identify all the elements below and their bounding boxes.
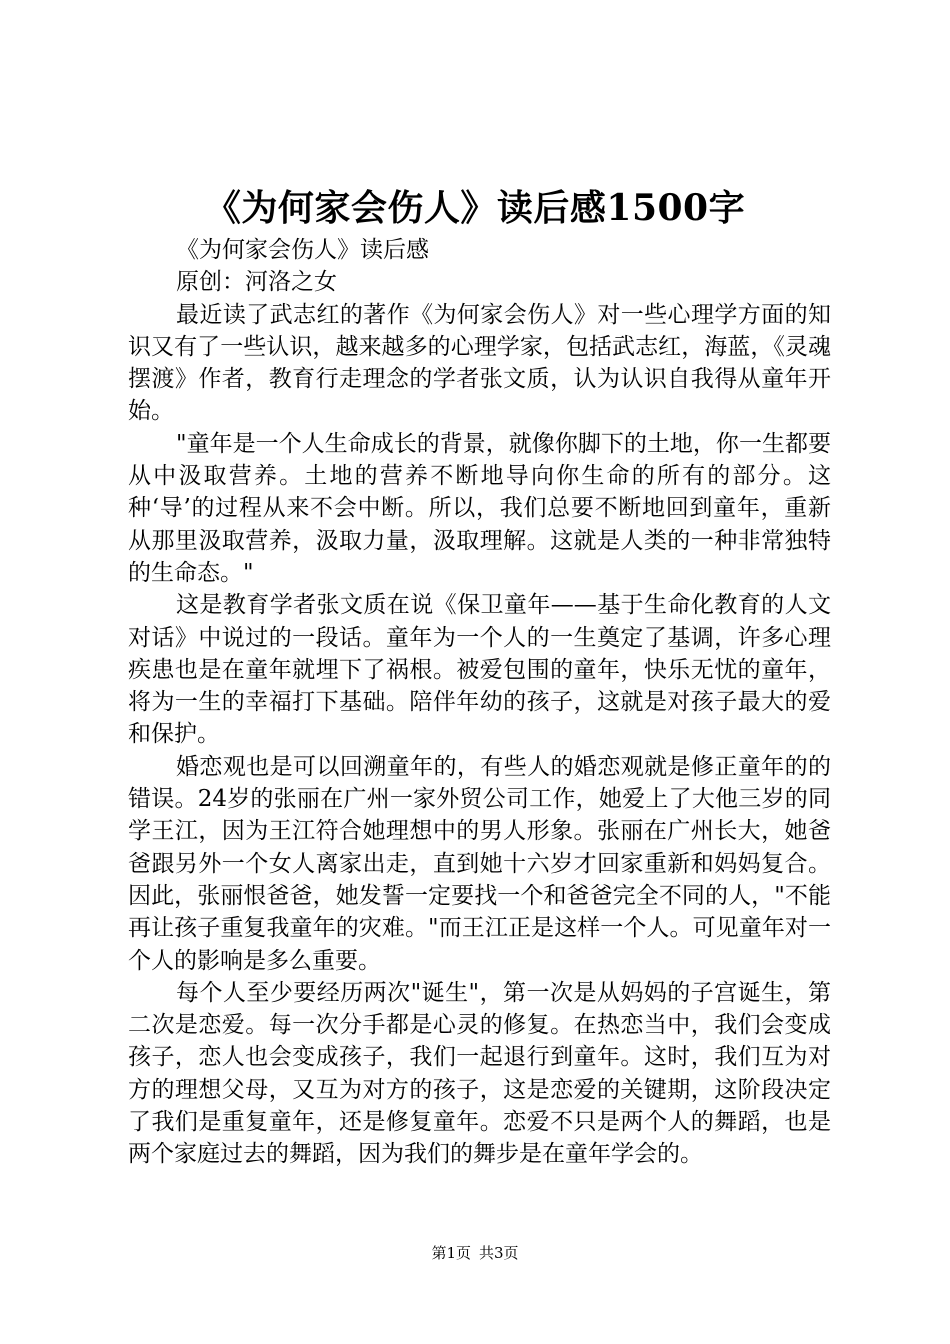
total-pages: 共3页 [479,1244,519,1262]
paragraph: 这是教育学者张文质在说《保卫童年——基于生命化教育的人文对话》中说过的一段话。童年为一个人的一生奠定了基调，许多心理疾患也是在童年就埋下了祸根。被爱包围的童年，快乐无忧的童年，将为一生的幸福打下基础。陪伴年幼的孩子，这就是对孩子最大的爱和保护。 [128,592,831,748]
document-title: 《为何家会伤人》读后感1500字 [204,187,746,229]
current-page-number: 第1页 [431,1244,471,1262]
document-body [128,234,831,1171]
paragraph-quote: "童年是一个人生命成长的背景，就像你脚下的土地，你一生都要从中汲取营养。土地的营养不断地导向你生命的所有的部分。这种‘导’的过程从来不会中断。所以，我们总要不断地回到童年，重新从那里汲取营养，汲取力量，汲取理解。这就是人类的一种非常独特的生命态。" [128,430,831,586]
paragraph-subtitle: 《为何家会伤人》读后感 [176,237,429,263]
paragraph-author: 原创：河洛之女 [176,269,337,296]
paragraph: 婚恋观也是可以回溯童年的，有些人的婚恋观就是修正童年的的错误。24岁的张丽在广州一家外贸公司工作，她爱上了大他三岁的同学王江，因为王江符合她理想中的男人形象。张丽在广州长大，她爸爸跟另外一个女人离家出走，直到她十六岁才回家重新和妈妈复合。因此，张丽恨爸爸，她发誓一定要找一个和爸爸完全不同的人，"不能再让孩子重复我童年的灾难。"而王江正是这样一个人。可见童年对一个人的影响是多么重要。 [128,753,831,974]
page-footer [0,1243,950,1263]
paragraph: 每个人至少要经历两次"诞生"，第一次是从妈妈的子宫诞生，第二次是恋爱。每一次分手都是心灵的修复。在热恋当中，我们会变成孩子，恋人也会变成孩子，我们一起退行到童年。这时，我们互为对方的理想父母，又互为对方的孩子，这是恋爱的关键期，这阶段决定了我们是重复童年，还是修复童年。恋爱不只是两个人的舞蹈，也是两个家庭过去的舞蹈，因为我们的舞步是在童年学会的。 [128,979,831,1168]
paragraph: 最近读了武志红的著作《为何家会伤人》对一些心理学方面的知识又有了一些认识，越来越多的心理学家，包括武志红，海蓝，《灵魂摆渡》作者，教育行走理念的学者张文质，认为认识自我得从童年开始。 [128,301,831,425]
